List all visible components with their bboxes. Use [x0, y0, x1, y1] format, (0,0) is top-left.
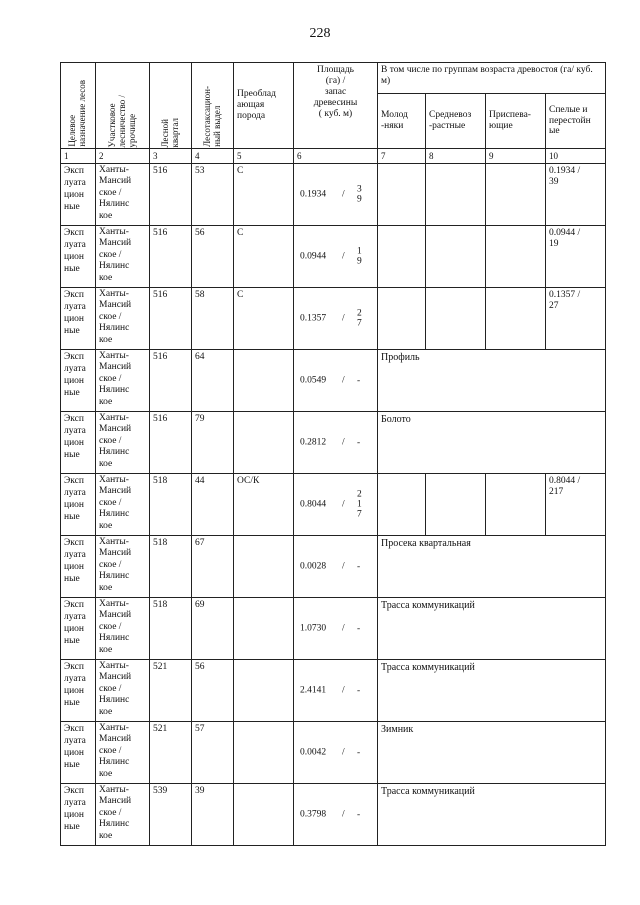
- table-row: [61, 474, 606, 536]
- species-cell: [234, 536, 294, 598]
- mature-cell: 0.1934 / 39: [546, 164, 606, 226]
- section-cell: 39: [192, 784, 234, 846]
- header-species: Преоблад ающая порода: [234, 63, 294, 149]
- purpose-cell: Эксп луата цион ные: [61, 474, 96, 536]
- species-cell: [234, 412, 294, 474]
- area-separator: /: [342, 623, 345, 634]
- area-volume-cell: [294, 784, 378, 846]
- quarter-cell: 518: [150, 598, 192, 660]
- header-young: Молод -няки: [378, 94, 426, 149]
- premature-cell: [486, 288, 546, 350]
- section-cell: 53: [192, 164, 234, 226]
- purpose-cell: Эксп луата цион ные: [61, 784, 96, 846]
- table-row: [61, 164, 606, 226]
- table-body: [61, 164, 606, 846]
- young-cell: [378, 164, 426, 226]
- area-value: 1.0730: [300, 623, 327, 634]
- section-cell: 58: [192, 288, 234, 350]
- area-value: 2.4141: [300, 685, 327, 696]
- premature-cell: [486, 226, 546, 288]
- purpose-cell: Эксп луата цион ные: [61, 722, 96, 784]
- table-row: [61, 722, 606, 784]
- note-cell: Трасса коммуникаций: [378, 598, 606, 660]
- quarter-cell: 521: [150, 722, 192, 784]
- column-number: 7: [378, 149, 426, 164]
- area-volume-cell: [294, 226, 378, 288]
- quarter-cell: 521: [150, 660, 192, 722]
- note-cell: Трасса коммуникаций: [378, 660, 606, 722]
- area-separator: /: [342, 561, 345, 572]
- area-value: 0.0549: [300, 375, 327, 386]
- area-separator: /: [342, 313, 345, 324]
- section-cell: 64: [192, 350, 234, 412]
- volume-value: 1 9: [357, 246, 362, 267]
- volume-value: -: [357, 375, 361, 386]
- middle-cell: [426, 226, 486, 288]
- area-volume-cell: [294, 412, 378, 474]
- district-cell: Ханты- Мансий ское / Нялинс кое: [96, 598, 150, 660]
- header-purpose: Целевое назначение лесов: [61, 63, 96, 149]
- area-value: 0.3798: [300, 809, 327, 820]
- volume-value: 2 1 7: [357, 488, 362, 520]
- middle-cell: [426, 288, 486, 350]
- district-cell: Ханты- Мансий ское / Нялинс кое: [96, 722, 150, 784]
- area-separator: /: [342, 747, 345, 758]
- column-number: 2: [96, 149, 150, 164]
- area-volume-cell: [294, 164, 378, 226]
- volume-value: -: [357, 561, 361, 572]
- area-volume-cell: [294, 536, 378, 598]
- volume-value: 2 7: [357, 308, 362, 329]
- area-value: 0.0944: [300, 251, 327, 262]
- mature-cell: 0.1357 / 27: [546, 288, 606, 350]
- quarter-cell: 516: [150, 164, 192, 226]
- district-cell: Ханты- Мансий ское / Нялинс кое: [96, 164, 150, 226]
- column-number: 9: [486, 149, 546, 164]
- header-age-groups: В том числе по группам возраста древостоя (га/ куб. м): [378, 63, 606, 94]
- note-cell: Профиль: [378, 350, 606, 412]
- area-value: 0.2812: [300, 437, 327, 448]
- table-row: [61, 598, 606, 660]
- section-cell: 56: [192, 660, 234, 722]
- area-separator: /: [342, 437, 345, 448]
- area-volume-cell: [294, 474, 378, 536]
- volume-value: -: [357, 437, 361, 448]
- column-number: 4: [192, 149, 234, 164]
- district-cell: Ханты- Мансий ское / Нялинс кое: [96, 536, 150, 598]
- forest-plots-table: [60, 62, 606, 846]
- section-cell: 69: [192, 598, 234, 660]
- district-cell: Ханты- Мансий ское / Нялинс кое: [96, 784, 150, 846]
- column-number: 8: [426, 149, 486, 164]
- quarter-cell: 518: [150, 474, 192, 536]
- area-value: 0.8044: [300, 499, 327, 510]
- section-cell: 79: [192, 412, 234, 474]
- table-row: [61, 660, 606, 722]
- quarter-cell: 516: [150, 350, 192, 412]
- area-volume-cell: [294, 598, 378, 660]
- area-volume-cell: [294, 350, 378, 412]
- district-cell: Ханты- Мансий ское / Нялинс кое: [96, 412, 150, 474]
- quarter-cell: 516: [150, 288, 192, 350]
- purpose-cell: Эксп луата цион ные: [61, 226, 96, 288]
- premature-cell: [486, 474, 546, 536]
- species-cell: [234, 784, 294, 846]
- area-value: 0.1934: [300, 189, 327, 200]
- header-premature: Приспева- ющие: [486, 94, 546, 149]
- header-quarter: Лесной квартал: [150, 63, 192, 149]
- middle-cell: [426, 474, 486, 536]
- section-cell: 57: [192, 722, 234, 784]
- table-header: [61, 63, 606, 164]
- premature-cell: [486, 164, 546, 226]
- quarter-cell: 539: [150, 784, 192, 846]
- volume-value: -: [357, 809, 361, 820]
- purpose-cell: Эксп луата цион ные: [61, 536, 96, 598]
- volume-value: 3 9: [357, 184, 362, 205]
- area-value: 0.0042: [300, 747, 327, 758]
- section-cell: 44: [192, 474, 234, 536]
- area-value: 0.1357: [300, 313, 327, 324]
- young-cell: [378, 474, 426, 536]
- species-cell: [234, 660, 294, 722]
- area-separator: /: [342, 251, 345, 262]
- header-district: Участковое лесничество / урочище: [96, 63, 150, 149]
- note-cell: Трасса коммуникаций: [378, 784, 606, 846]
- area-volume-cell: [294, 288, 378, 350]
- purpose-cell: Эксп луата цион ные: [61, 660, 96, 722]
- column-number: 10: [546, 149, 606, 164]
- area-volume-cell: [294, 722, 378, 784]
- purpose-cell: Эксп луата цион ные: [61, 598, 96, 660]
- column-numbers-row: [61, 149, 606, 164]
- note-cell: Болото: [378, 412, 606, 474]
- district-cell: Ханты- Мансий ское / Нялинс кое: [96, 660, 150, 722]
- purpose-cell: Эксп луата цион ные: [61, 288, 96, 350]
- mature-cell: 0.8044 / 217: [546, 474, 606, 536]
- species-cell: С: [234, 226, 294, 288]
- purpose-cell: Эксп луата цион ные: [61, 412, 96, 474]
- area-separator: /: [342, 809, 345, 820]
- area-separator: /: [342, 499, 345, 510]
- header-area: Площадь (га) / запас древесины ( куб. м): [294, 63, 378, 149]
- column-number: 6: [294, 149, 378, 164]
- volume-value: -: [357, 685, 361, 696]
- quarter-cell: 518: [150, 536, 192, 598]
- district-cell: Ханты- Мансий ское / Нялинс кое: [96, 474, 150, 536]
- species-cell: С: [234, 288, 294, 350]
- table-row: [61, 288, 606, 350]
- district-cell: Ханты- Мансий ское / Нялинс кое: [96, 288, 150, 350]
- page-number: 228: [309, 26, 331, 41]
- area-value: 0.0028: [300, 561, 327, 572]
- header-middle: Средневоз -растные: [426, 94, 486, 149]
- district-cell: Ханты- Мансий ское / Нялинс кое: [96, 350, 150, 412]
- volume-value: -: [357, 623, 361, 634]
- area-volume-cell: [294, 660, 378, 722]
- column-number: 1: [61, 149, 96, 164]
- note-cell: Просека квартальная: [378, 536, 606, 598]
- volume-value: -: [357, 747, 361, 758]
- species-cell: ОС/К: [234, 474, 294, 536]
- area-separator: /: [342, 189, 345, 200]
- species-cell: [234, 350, 294, 412]
- young-cell: [378, 226, 426, 288]
- header-mature: Спелые и перестойн ые: [546, 94, 606, 149]
- quarter-cell: 516: [150, 412, 192, 474]
- purpose-cell: Эксп луата цион ные: [61, 350, 96, 412]
- purpose-cell: Эксп луата цион ные: [61, 164, 96, 226]
- middle-cell: [426, 164, 486, 226]
- column-number: 5: [234, 149, 294, 164]
- species-cell: [234, 722, 294, 784]
- area-separator: /: [342, 375, 345, 386]
- header-section: Лесотаксацион- ный выдел: [192, 63, 234, 149]
- mature-cell: 0.0944 / 19: [546, 226, 606, 288]
- table-row: [61, 536, 606, 598]
- column-number: 3: [150, 149, 192, 164]
- species-cell: [234, 598, 294, 660]
- note-cell: Зимник: [378, 722, 606, 784]
- section-cell: 67: [192, 536, 234, 598]
- young-cell: [378, 288, 426, 350]
- quarter-cell: 516: [150, 226, 192, 288]
- species-cell: С: [234, 164, 294, 226]
- table-row: [61, 350, 606, 412]
- table-row: [61, 412, 606, 474]
- table-row: [61, 784, 606, 846]
- table-row: [61, 226, 606, 288]
- district-cell: Ханты- Мансий ское / Нялинс кое: [96, 226, 150, 288]
- section-cell: 56: [192, 226, 234, 288]
- area-separator: /: [342, 685, 345, 696]
